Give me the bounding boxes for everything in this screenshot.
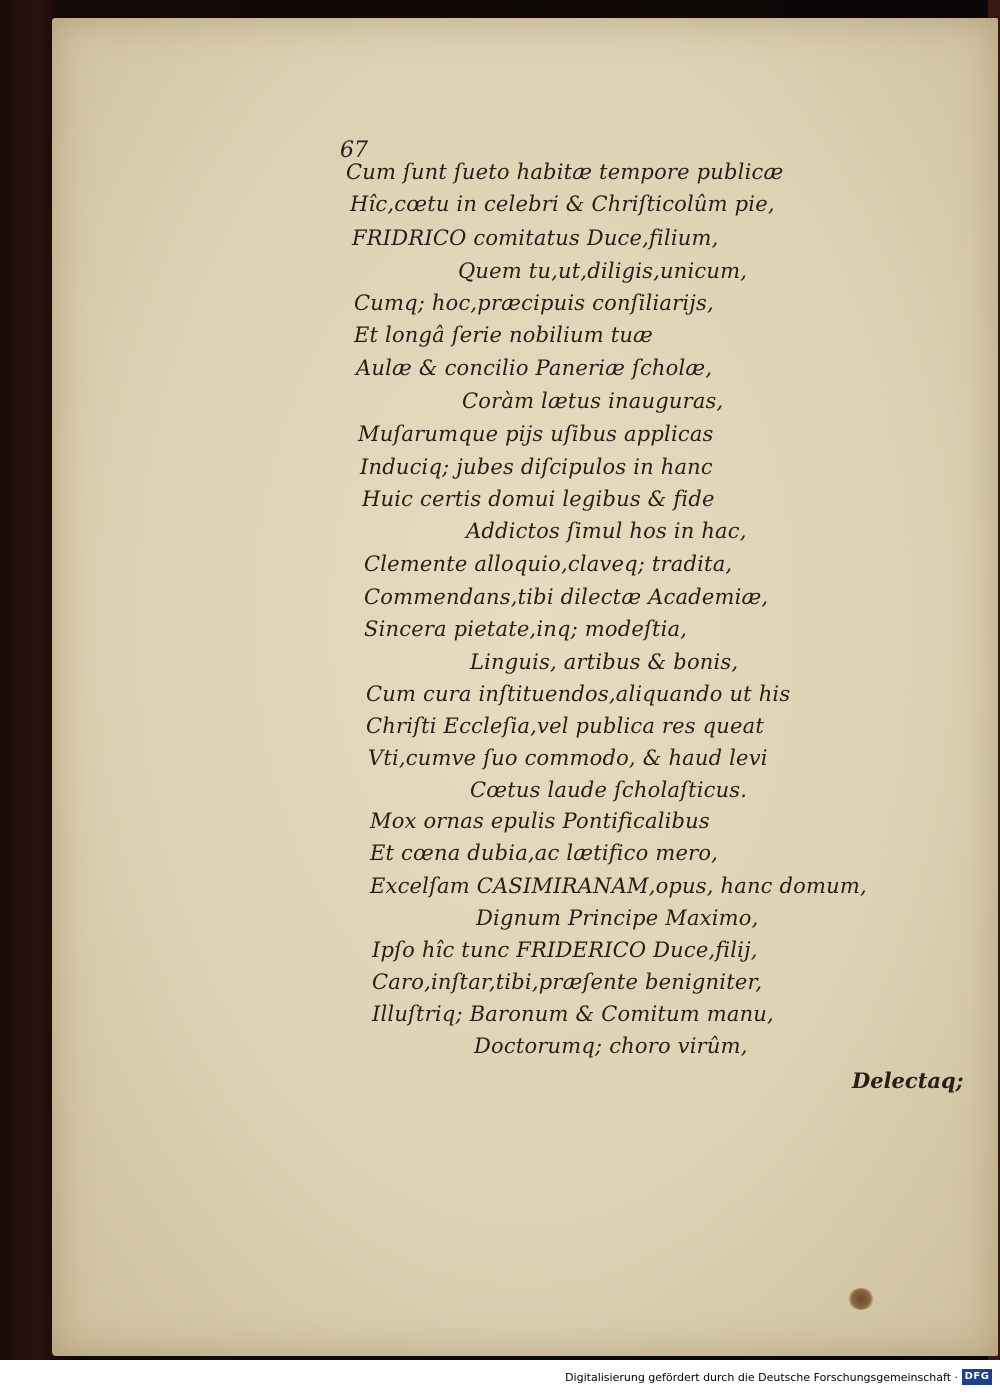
verse-line: Cumq; hoc,præcipuis conſiliarijs, <box>354 291 714 315</box>
verse-line: Commendans,tibi dilectæ Academiæ, <box>364 585 769 609</box>
verse-line: Linguis, artibus & bonis, <box>470 650 739 674</box>
verse-line: Dignum Principe Maximo, <box>476 906 759 930</box>
funding-credit: Digitalisierung gefördert durch die Deutsche Forschungsgemeinschaft · <box>565 1371 958 1384</box>
catchword: Delectaq; <box>852 1068 964 1093</box>
verse-line: Cœtus laude ſcholaſticus. <box>470 778 748 802</box>
verse-line: Clemente alloquio,claveq; tradita, <box>364 552 733 576</box>
verse-line: Chriſti Eccleſia,vel publica res queat <box>366 714 764 738</box>
verse-line: Et cœna dubia,ac lætifico mero, <box>370 841 719 865</box>
verse-line: Cum ſunt ſueto habitæ tempore publicæ <box>346 160 784 184</box>
dfg-logo: DFG <box>962 1369 992 1385</box>
digitization-footer <box>0 1360 1000 1397</box>
verse-line: Induciq; jubes diſcipulos in hanc <box>360 455 713 479</box>
page-number: 67 <box>340 138 368 163</box>
verse-line: FRIDRICO comitatus Duce,filium, <box>352 226 719 250</box>
verse-line: Caro,inſtar,tibi,præſente benigniter, <box>372 970 763 994</box>
verse-line: Cum cura inſtituendos,aliquando ut his <box>366 682 791 706</box>
verse-line: Sincera pietate,inq; modeſtia, <box>364 617 688 641</box>
verse-line: Aulæ & concilio Paneriæ ſcholæ, <box>356 356 713 380</box>
paper-stain <box>848 1288 874 1310</box>
verse-line: Quem tu,ut,diligis,unicum, <box>458 259 748 283</box>
verse-line: Vti,cumve ſuo commodo, & haud levi <box>368 746 768 770</box>
verse-line: Illuſtriq; Baronum & Comitum manu, <box>372 1002 774 1026</box>
verse-line: Et longâ ſerie nobilium tuæ <box>354 323 653 347</box>
verse-line: Doctorumq; choro virûm, <box>474 1034 748 1058</box>
verse-line: Ipſo hîc tunc FRIDERICO Duce,filij, <box>372 938 758 962</box>
verse-line: Hîc,cœtu in celebri & Chriſticolûm pie, <box>350 192 775 216</box>
verse-line: Huic certis domui legibus & fide <box>362 487 715 511</box>
verse-line: Mox ornas epulis Pontificalibus <box>370 809 710 833</box>
verse-line: Addictos ſimul hos in hac, <box>466 519 747 543</box>
verse-line: Coràm lætus inauguras, <box>462 389 724 413</box>
verse-line: Excelſam CASIMIRANAM,opus, hanc domum, <box>370 874 867 898</box>
verse-line: Muſarumque pijs uſibus applicas <box>358 422 714 446</box>
